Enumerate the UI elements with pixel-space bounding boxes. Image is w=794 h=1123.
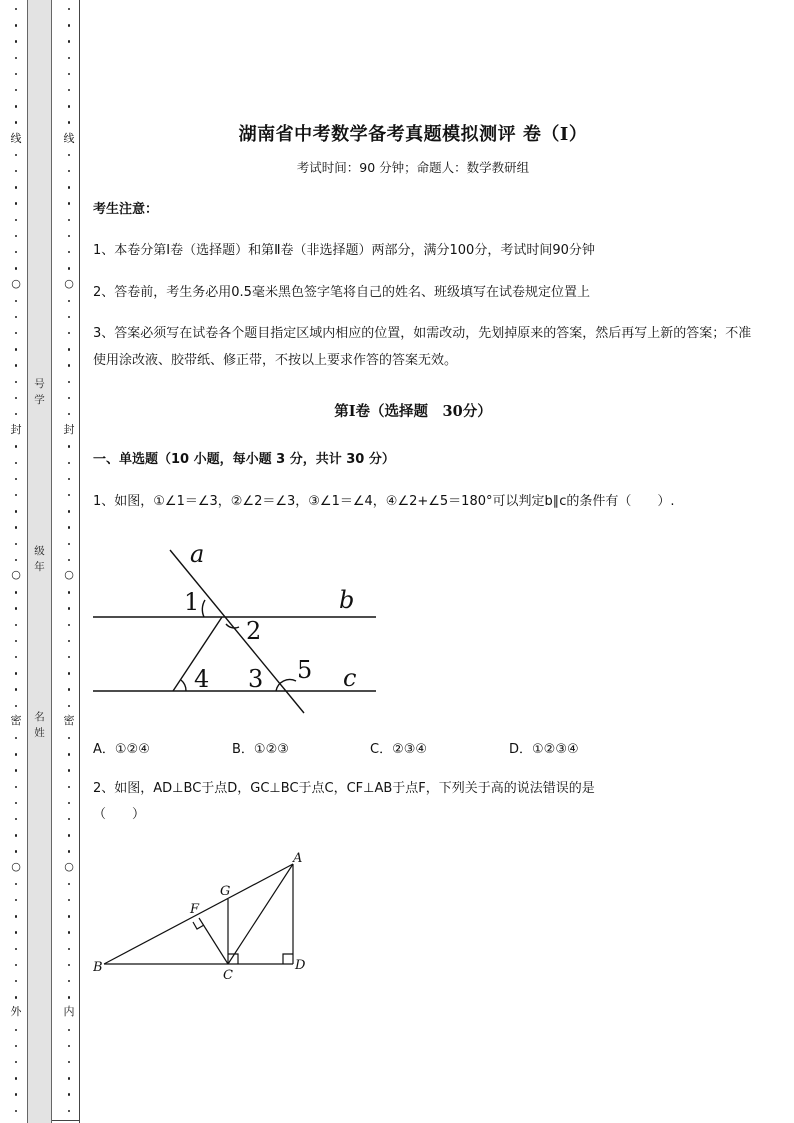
page-title: 湖南省中考数学备考真题模拟测评 卷（Ⅰ） — [238, 124, 588, 145]
binding-dot — [15, 105, 17, 107]
label-angle-5: 5 — [297, 656, 313, 684]
binding-dot — [15, 413, 17, 415]
binding-dot — [15, 202, 17, 204]
outer-mark-circle: ○ — [11, 568, 21, 581]
outer-mark-feng: 封 — [10, 423, 22, 436]
binding-dot — [15, 348, 17, 350]
binding-dot — [15, 591, 17, 593]
binding-dot — [68, 737, 70, 739]
binding-dot — [15, 154, 17, 156]
option-c[interactable]: C．②③④ — [370, 742, 428, 757]
name-label-chars: 名姓 — [34, 711, 45, 739]
binding-dot — [15, 1077, 17, 1079]
inner-mark-circle: ○ — [64, 860, 74, 873]
binding-dot — [68, 705, 70, 707]
label-angle-1: 1 — [184, 588, 200, 616]
label-b: b — [339, 586, 355, 614]
binding-dot — [68, 186, 70, 188]
binding-bottom-line — [52, 1120, 80, 1121]
binding-dot — [68, 251, 70, 253]
outer-dotted-line — [10, 0, 22, 1123]
question-2-figure — [93, 845, 323, 985]
binding-dot — [68, 105, 70, 107]
binding-dot — [15, 737, 17, 739]
binding-dot — [15, 1110, 17, 1112]
label-D: D — [295, 958, 306, 973]
binding-dot — [15, 494, 17, 496]
binding-dot — [15, 89, 17, 91]
binding-dot — [15, 57, 17, 59]
binding-dot — [68, 73, 70, 75]
binding-dot — [15, 883, 17, 885]
binding-dot — [15, 1045, 17, 1047]
name-field-label — [27, 709, 52, 741]
label-F: F — [190, 902, 200, 917]
binding-dot — [68, 915, 70, 917]
inner-mark-circle: ○ — [64, 568, 74, 581]
binding-dot — [68, 316, 70, 318]
question-1-options — [93, 738, 753, 760]
binding-dot — [68, 672, 70, 674]
binding-dot — [15, 445, 17, 447]
binding-dot — [15, 672, 17, 674]
binding-dot — [68, 769, 70, 771]
binding-dot — [15, 559, 17, 561]
binding-dot — [68, 931, 70, 933]
binding-dot — [15, 121, 17, 123]
binding-dot — [68, 478, 70, 480]
question-2-text: 2、如图，AD⊥BC于点D，GC⊥BC于点C，CF⊥AB于点F，下列关于高的说法错误的是 — [93, 781, 595, 796]
angle-3-5-arc — [276, 680, 296, 691]
binding-dot — [15, 1029, 17, 1031]
binding-dot — [68, 170, 70, 172]
label-a: a — [190, 540, 205, 568]
inner-dotted-line — [63, 0, 75, 1123]
binding-dot — [68, 57, 70, 59]
binding-dot — [15, 73, 17, 75]
inner-mark-nei: 内 — [63, 1005, 75, 1018]
binding-dot — [15, 818, 17, 820]
outer-mark-wai: 外 — [10, 1005, 22, 1018]
angle-1-arc — [202, 600, 205, 617]
notice-item-3: 3、答案必须写在试卷各个题目指定区域内相应的位置，如需改动，先划掉原来的答案，然后再写上新的答案；不准使用涂改液、胶带纸、修正带，不按以上要求作答的答案无效。 — [93, 326, 752, 368]
option-b[interactable]: B．①②③ — [232, 742, 289, 757]
outer-mark-circle: ○ — [11, 860, 21, 873]
binding-dot — [15, 8, 17, 10]
binding-dot — [15, 381, 17, 383]
label-C: C — [223, 968, 233, 983]
outer-mark-xian: 线 — [10, 132, 22, 145]
binding-dot — [15, 769, 17, 771]
binding-dot — [15, 948, 17, 950]
binding-dot — [68, 348, 70, 350]
binding-dot — [15, 397, 17, 399]
binding-dot — [15, 478, 17, 480]
binding-dot — [68, 300, 70, 302]
binding-dot — [68, 786, 70, 788]
binding-dot — [15, 510, 17, 512]
binding-dot — [15, 1061, 17, 1063]
exam-subtitle: 考试时间：90 分钟；命题人：数学教研组 — [296, 160, 530, 175]
binding-dot — [68, 656, 70, 658]
notice-heading: 考生注意： — [93, 202, 159, 217]
binding-dot — [68, 802, 70, 804]
binding-dot — [68, 526, 70, 528]
binding-dot — [15, 607, 17, 609]
label-angle-4: 4 — [194, 665, 210, 693]
binding-dot — [68, 543, 70, 545]
grade-label-chars: 级年 — [34, 545, 45, 573]
binding-dot — [15, 850, 17, 852]
line-a — [170, 550, 304, 713]
binding-dot — [68, 964, 70, 966]
segment-ac — [228, 864, 293, 964]
binding-dot — [68, 494, 70, 496]
inner-mark-circle: ○ — [64, 277, 74, 290]
binding-dot — [15, 980, 17, 982]
part-heading: 一、单选题（10 小题，每小题 3 分，共计 30 分） — [93, 452, 395, 467]
binding-dot — [15, 364, 17, 366]
binding-dot — [15, 332, 17, 334]
binding-dot — [68, 948, 70, 950]
binding-dot — [68, 753, 70, 755]
binding-dot — [15, 624, 17, 626]
binding-dot — [68, 40, 70, 42]
angle-4-arc — [181, 680, 186, 691]
binding-dot — [15, 186, 17, 188]
binding-dot — [68, 640, 70, 642]
binding-dot — [68, 202, 70, 204]
student-id-label-chars: 号学 — [34, 378, 45, 406]
student-id-field-label — [27, 376, 52, 408]
binding-dot — [68, 624, 70, 626]
binding-dot — [68, 89, 70, 91]
binding-dot — [68, 1077, 70, 1079]
binding-dot — [15, 656, 17, 658]
binding-dot — [68, 413, 70, 415]
binding-dot — [68, 121, 70, 123]
binding-dot — [68, 607, 70, 609]
question-1-figure — [93, 536, 393, 721]
label-B: B — [93, 960, 103, 975]
binding-dot — [15, 1093, 17, 1095]
binding-dot — [15, 834, 17, 836]
binding-dot — [68, 591, 70, 593]
label-angle-2: 2 — [246, 617, 262, 645]
binding-dot — [68, 1110, 70, 1112]
binding-dot — [68, 462, 70, 464]
binding-dot — [15, 688, 17, 690]
binding-dot — [15, 300, 17, 302]
binding-dot — [15, 267, 17, 269]
grade-field-label — [27, 543, 52, 575]
binding-dot — [68, 445, 70, 447]
binding-dot — [68, 397, 70, 399]
binding-dot — [68, 559, 70, 561]
question-1-text: 1、如图，①∠1＝∠3，②∠2＝∠3，③∠1＝∠4，④∠2+∠5＝180°可以判定b∥c的条件有（ ）. — [93, 494, 675, 509]
outer-mark-mi: 密 — [10, 714, 22, 727]
binding-dot — [68, 510, 70, 512]
right-angle-d — [283, 954, 293, 964]
binding-dot — [15, 931, 17, 933]
binding-dot — [15, 316, 17, 318]
inner-mark-mi: 密 — [63, 714, 75, 727]
binding-margin — [0, 0, 84, 1123]
section-title: 第Ⅰ卷（选择题 30分） — [334, 403, 492, 420]
label-c: c — [343, 664, 357, 692]
inner-mark-feng: 封 — [63, 423, 75, 436]
binding-dot — [68, 818, 70, 820]
outer-mark-circle: ○ — [11, 277, 21, 290]
binding-dot — [15, 170, 17, 172]
label-A: A — [293, 851, 303, 866]
binding-dot — [68, 850, 70, 852]
binding-dot — [15, 235, 17, 237]
binding-dot — [68, 8, 70, 10]
binding-dot — [68, 996, 70, 998]
binding-dot — [68, 883, 70, 885]
binding-dot — [68, 1093, 70, 1095]
binding-dot — [15, 526, 17, 528]
binding-dot — [15, 786, 17, 788]
question-2-answer-paren: （ ） — [93, 807, 146, 822]
binding-dot — [15, 219, 17, 221]
option-d[interactable]: D．①②③④ — [509, 742, 579, 757]
binding-dot — [15, 802, 17, 804]
binding-dot — [15, 462, 17, 464]
binding-dot — [15, 24, 17, 26]
binding-dot — [15, 899, 17, 901]
binding-dot — [68, 235, 70, 237]
binding-dot — [68, 267, 70, 269]
notice-item-1: 1、本卷分第Ⅰ卷（选择题）和第Ⅱ卷（非选择题）两部分，满分100分，考试时间90分钟 — [93, 243, 595, 258]
binding-dot — [15, 705, 17, 707]
binding-dot — [68, 980, 70, 982]
binding-dot — [15, 543, 17, 545]
binding-dot — [68, 834, 70, 836]
binding-dot — [68, 381, 70, 383]
notice-item-2: 2、答卷前，考生务必用0.5毫米黑色签字笔将自己的姓名、班级填写在试卷规定位置上 — [93, 285, 590, 300]
label-angle-3: 3 — [248, 665, 264, 693]
binding-dot — [15, 753, 17, 755]
binding-dot — [68, 332, 70, 334]
option-a[interactable]: A．①②④ — [93, 742, 150, 757]
binding-dot — [15, 915, 17, 917]
binding-dot — [15, 996, 17, 998]
binding-dot — [68, 154, 70, 156]
binding-dot — [15, 251, 17, 253]
binding-dot — [68, 899, 70, 901]
binding-dot — [68, 1061, 70, 1063]
binding-dot — [68, 24, 70, 26]
binding-dot — [68, 219, 70, 221]
binding-dot — [15, 40, 17, 42]
binding-dot — [68, 688, 70, 690]
binding-dot — [15, 640, 17, 642]
binding-dot — [68, 1029, 70, 1031]
inner-mark-xian: 线 — [63, 132, 75, 145]
binding-border-line — [79, 0, 80, 1123]
label-G: G — [220, 884, 231, 899]
binding-dot — [15, 964, 17, 966]
binding-dot — [68, 364, 70, 366]
binding-dot — [68, 1045, 70, 1047]
